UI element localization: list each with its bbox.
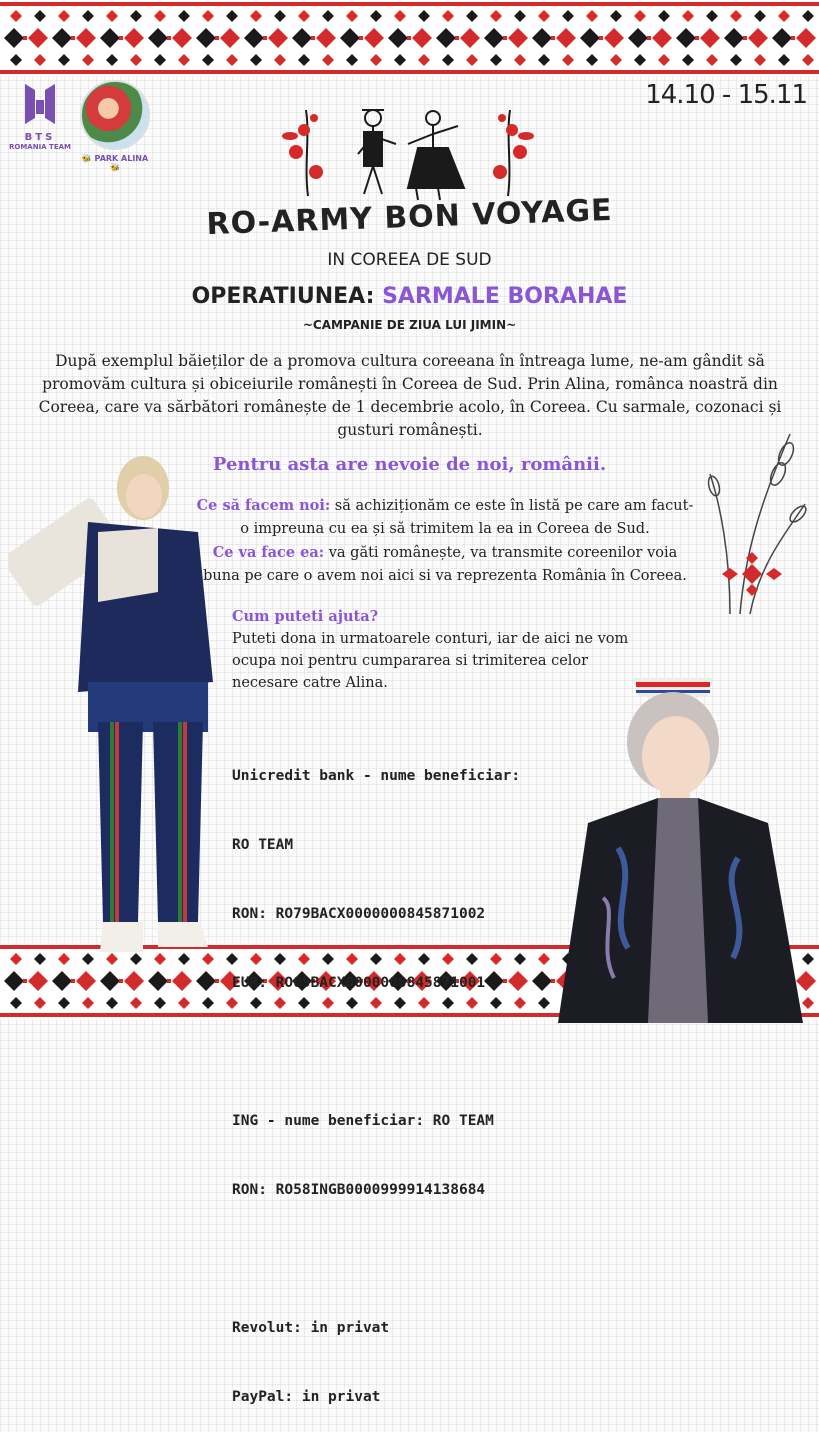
flower-right-icon	[493, 110, 534, 196]
dancers-icon	[358, 110, 464, 200]
page-subtitle: IN COREEA DE SUD	[327, 250, 492, 270]
ing-line1: ING - nume beneficiar: RO TEAM	[232, 1113, 494, 1129]
jimin-photo-right	[548, 648, 818, 1023]
operation-prefix: OPERATIUNEA:	[191, 284, 375, 309]
what-we-label: Ce să facem noi:	[196, 497, 331, 514]
page-title: RO-ARMY BON VOYAGE	[205, 192, 614, 243]
alina-avatar	[80, 80, 150, 150]
help-text: Puteti dona in urmatoarele conturi, iar de aici ne vom ocupa noi pentru cumpararea si trimiterea celor necesare catre Alina.	[232, 631, 629, 691]
folk-dancers-illustration	[268, 96, 548, 206]
bts-letters: BTS	[24, 132, 56, 143]
bts-romania-logo	[8, 82, 72, 151]
flower-left-icon	[282, 110, 323, 196]
wheat-icon	[707, 434, 809, 614]
park-alina-logo	[78, 80, 152, 172]
roles-paragraph	[195, 494, 695, 588]
wheat-illustration	[700, 424, 810, 624]
bts-team-label: ROMANIA TEAM	[9, 143, 71, 151]
paypal-line: PayPal: in privat	[232, 1389, 381, 1405]
operation-name: SARMALE BORAHAE	[382, 284, 628, 309]
folk-motif-icon	[722, 552, 782, 596]
unicredit-ron: RON: RO79BACX0000000845871002	[232, 906, 486, 922]
help-heading: Cum puteti ajuta?	[232, 608, 379, 625]
intro-paragraph: După exemplul băieților de a promova cultura coreeana în întreaga lume, ne-am gândit să promovăm cultura și obiceiurile românești în Coreea de Sud. Prin Alina, românca noastră din Coreea, care va sărbători românește de 1 decembrie acolo, în Coreea. Cu sarmale, cozonaci și gusturi românești.	[38, 352, 782, 439]
campaign-dates: 14.10 - 15.11	[645, 80, 807, 110]
revolut-line: Revolut: in privat	[232, 1320, 390, 1336]
bank-accounts	[232, 719, 520, 1432]
operation-heading	[0, 284, 819, 309]
need-heading: Pentru asta are nevoie de noi, românii.	[212, 454, 607, 475]
campaign-tagline: ~CAMPANIE DE ZIUA LUI JIMIN~	[302, 318, 517, 332]
ing-ron: RON: RO58INGB0000999914138684	[232, 1182, 486, 1198]
folk-border-top	[0, 0, 819, 76]
what-she-text: va găti românește, va transmite coreenilor voia buna pe care o avem noi aici si va reprezenta România în Coreea.	[203, 545, 687, 584]
bts-emblem-icon	[23, 82, 57, 126]
unicredit-line2: RO TEAM	[232, 837, 294, 853]
what-she-label: Ce va face ea:	[212, 544, 325, 561]
unicredit-line1: Unicredit bank - nume beneficiar:	[232, 768, 521, 784]
alina-caption: 🐝 PARK ALINA 🐝	[81, 154, 149, 172]
what-we-text: să achiziționăm ce este în listă pe care am facut-o impreuna cu ea și să trimitem la ea in Coreea de Sud.	[240, 498, 694, 537]
jimin-photo-left	[8, 452, 218, 992]
unicredit-eur: EUR: RO09BACX0000000845871001	[232, 975, 486, 991]
